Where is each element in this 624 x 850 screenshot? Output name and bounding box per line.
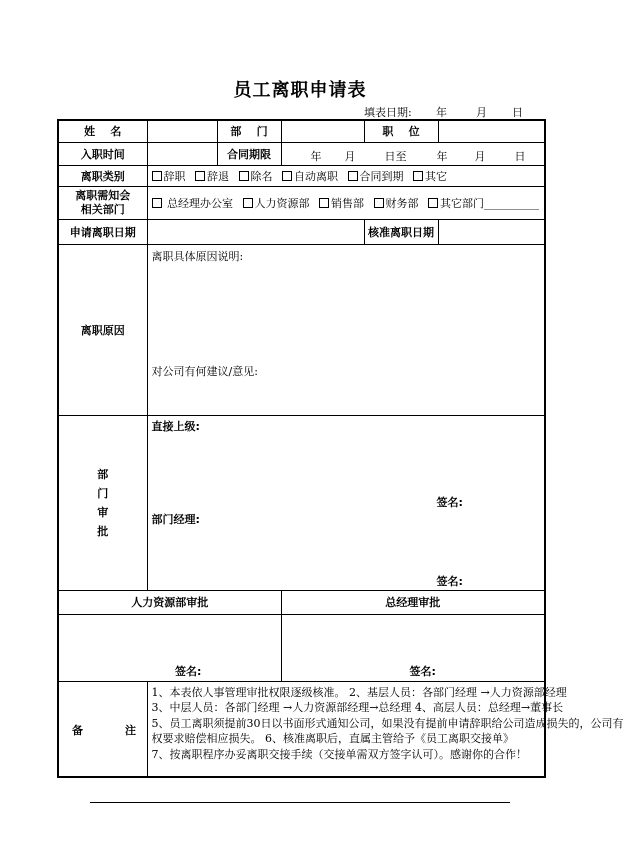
notify-dept-option[interactable]: 其它部门__________ <box>428 195 539 211</box>
fill-date-label: 填表日期: <box>364 106 412 119</box>
checkbox-icon <box>428 198 438 208</box>
dept-label: 部 门 <box>217 120 281 142</box>
notify-dept-option[interactable]: 财务部 <box>374 195 419 211</box>
remark-line: 3、中层人员：各部门经理 →人力资源部经理→总经理 4、高层人员：总经理→董事长 <box>151 701 564 714</box>
fill-date-day: 日 <box>512 106 523 119</box>
name-label: 姓 名 <box>58 120 147 142</box>
category-option[interactable]: 自动离职 <box>282 168 338 184</box>
reason-label: 离职原因 <box>58 244 147 415</box>
category-options <box>147 165 545 186</box>
hire-date-field[interactable] <box>147 142 217 165</box>
contract-period-field[interactable] <box>281 142 545 165</box>
contract-label: 合同期限 <box>217 142 281 165</box>
contract-month-2: 月 <box>474 149 486 163</box>
other-dept-blank[interactable]: __________ <box>484 196 539 210</box>
hr-sign-label: 签名: <box>175 664 202 678</box>
reason-explain-label: 离职具体原因说明: <box>151 249 244 263</box>
reason-suggest-label: 对公司有何建议/意见: <box>151 364 258 378</box>
apply-date-label: 申请离职日期 <box>58 219 147 244</box>
remarks-label: 备 注 <box>58 681 147 777</box>
category-label: 离职类别 <box>58 165 147 186</box>
category-option[interactable]: 除名 <box>239 168 273 184</box>
checkbox-icon <box>348 171 358 181</box>
approve-date-label: 核准离职日期 <box>364 219 438 244</box>
category-option[interactable]: 合同到期 <box>348 168 404 184</box>
checkbox-icon <box>239 171 249 181</box>
reason-field[interactable] <box>147 244 545 415</box>
checkbox-icon <box>319 198 329 208</box>
page-title: 员工离职申请表 <box>233 80 367 101</box>
dept-field[interactable] <box>281 120 364 142</box>
category-option[interactable]: 辞退 <box>195 168 229 184</box>
category-option[interactable]: 其它 <box>413 168 447 184</box>
remark-line: 7、按离职程序办妥离职交接手续（交接单需双方签字认可）。感谢你的合作！ <box>151 747 527 761</box>
checkbox-icon <box>243 198 253 208</box>
hr-approval-label: 人力资源部审批 <box>58 590 281 614</box>
fill-date-year: 年 <box>436 106 447 119</box>
supervisor-sign-label: 签名: <box>436 495 463 509</box>
manager-label: 部门经理: <box>151 512 200 526</box>
resignation-form <box>57 119 624 778</box>
hr-approval-field[interactable] <box>58 614 281 681</box>
dept-approval-label: 部 门 审 批 <box>58 415 147 590</box>
apply-date-field[interactable] <box>147 219 364 244</box>
notify-depts-label: 离职需知会 相关部门 <box>58 186 147 219</box>
notify-dept-option[interactable]: 销售部 <box>319 195 364 211</box>
checkbox-icon <box>152 171 162 181</box>
position-label: 职 位 <box>364 120 438 142</box>
gm-approval-field[interactable] <box>281 614 545 681</box>
name-field[interactable] <box>147 120 217 142</box>
dept-approval-field[interactable] <box>147 415 545 590</box>
remark-line: 权要求赔偿相应损失。 6、核准离职后，直属主管给予《员工离职交接单》 <box>151 732 514 745</box>
fill-date-month: 月 <box>476 106 487 119</box>
category-option[interactable]: 辞职 <box>152 168 186 184</box>
checkbox-icon <box>374 198 384 208</box>
contract-day-2: 日 <box>514 149 526 163</box>
hire-date-label: 入职时间 <box>58 142 147 165</box>
supervisor-label: 直接上级: <box>151 419 200 433</box>
gm-sign-label: 签名: <box>409 664 436 678</box>
remark-line: 5、员工离职须提前30日以书面形式通知公司，如果没有提前申请辞职给公司造成损失的，公司有 <box>151 716 624 730</box>
notify-depts-options <box>147 186 545 219</box>
remark-line: 1、本表依人事管理审批权限逐级核准。 2、基层人员：各部门经理 →人力资源部经理 <box>151 685 567 699</box>
checkbox-icon <box>152 198 162 208</box>
notify-dept-option[interactable]: 总经理办公室 <box>152 195 234 211</box>
approve-date-field[interactable] <box>438 219 545 244</box>
checkbox-icon <box>195 171 205 181</box>
contract-day-to: 日至 <box>384 149 407 163</box>
checkbox-icon <box>413 171 423 181</box>
contract-year-1: 年 <box>310 149 322 163</box>
position-field[interactable] <box>438 120 545 142</box>
notify-dept-option[interactable]: 人力资源部 <box>243 195 310 211</box>
manager-sign-label: 签名: <box>436 574 463 588</box>
gm-approval-label: 总经理审批 <box>281 590 545 614</box>
remarks-content <box>147 681 624 777</box>
checkbox-icon <box>282 171 292 181</box>
contract-month-1: 月 <box>344 149 356 163</box>
contract-year-2: 年 <box>436 149 448 163</box>
footer-divider <box>90 802 510 803</box>
